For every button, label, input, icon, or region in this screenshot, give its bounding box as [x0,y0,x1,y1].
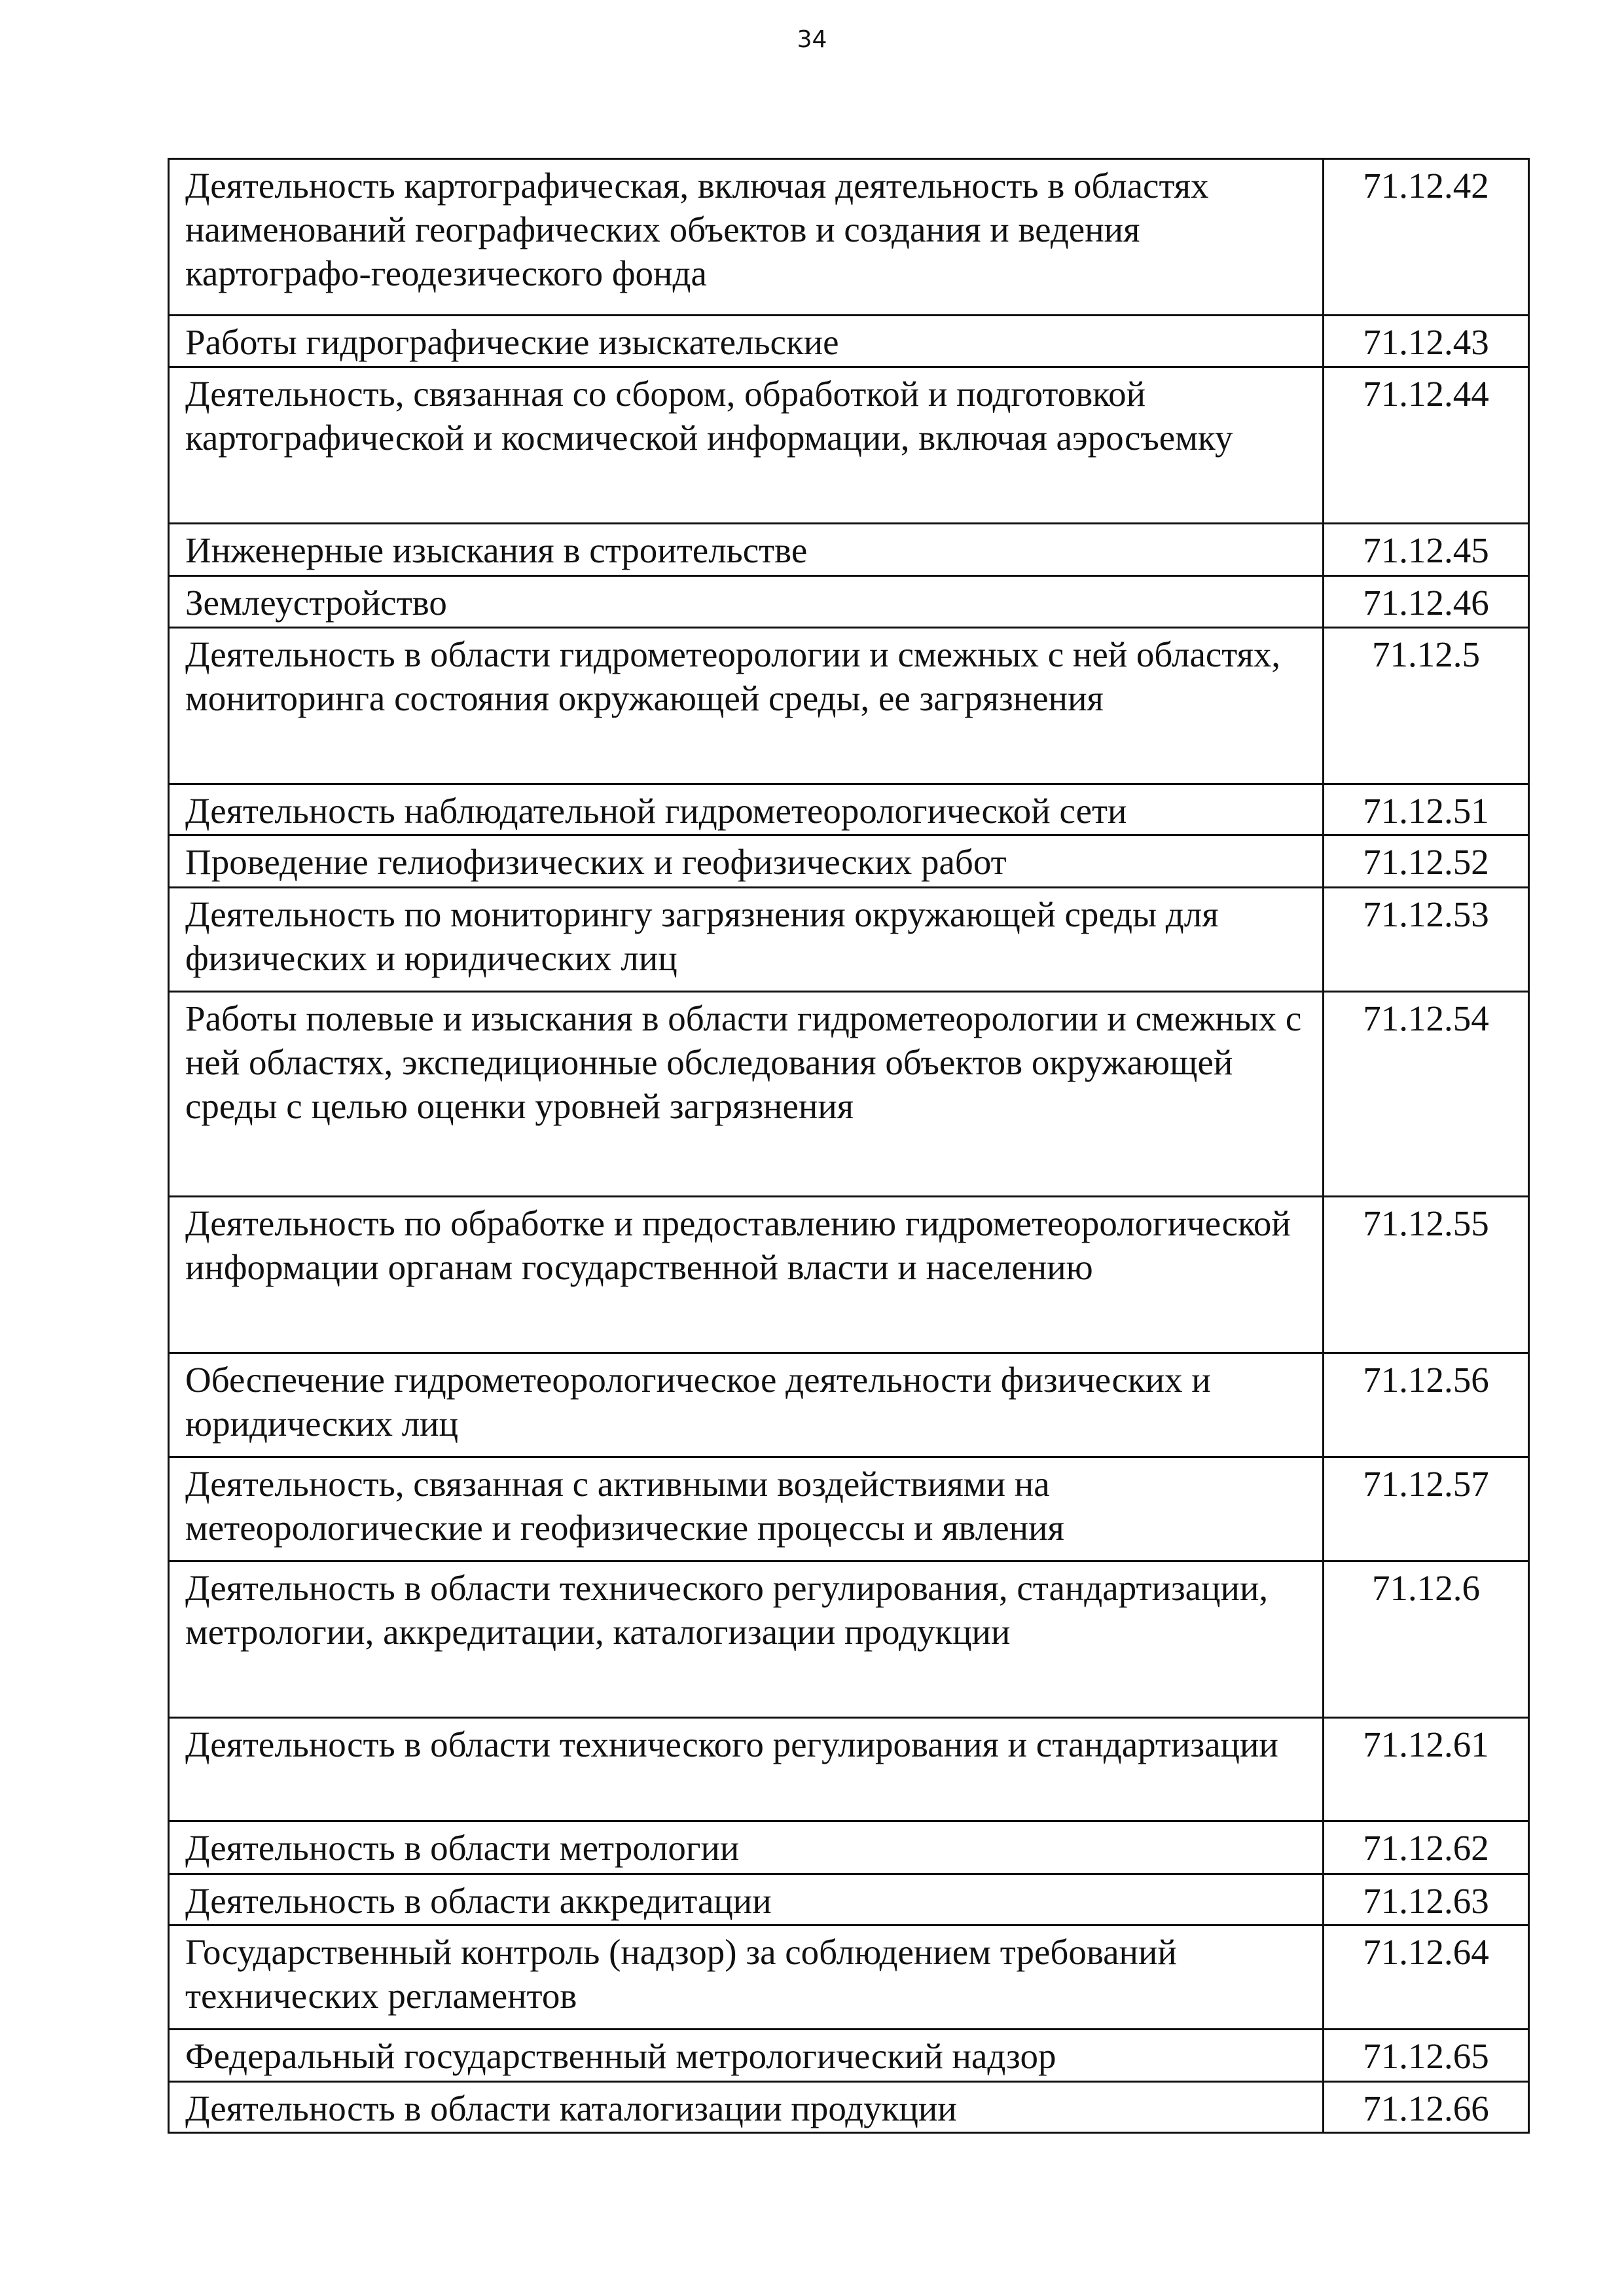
table-row [169,835,1529,888]
activity-code: 71.12.55 [1324,1197,1529,1353]
activity-code: 71.12.46 [1324,576,1529,628]
table-row [169,316,1529,367]
activity-name: Деятельность в области аккредитации [169,1874,1324,1925]
activity-code: 71.12.56 [1324,1353,1529,1457]
activity-name: Деятельность наблюдательной гидрометеорологической сети [169,784,1324,835]
activity-name: Деятельность в области технического регулирования и стандартизации [169,1718,1324,1821]
activity-name: Деятельность по мониторингу загрязнения окружающей среды для физических и юридических лиц [169,888,1324,992]
table-row [169,628,1529,784]
table-row [169,524,1529,576]
activity-code: 71.12.66 [1324,2082,1529,2133]
activity-code: 71.12.43 [1324,316,1529,367]
activity-name: Деятельность картографическая, включая деятельность в областях наименований географических объектов и создания и ведения картографо-геодезического фонда [169,159,1324,316]
activity-name: Работы гидрографические изыскательские [169,316,1324,367]
table-row [169,1197,1529,1353]
table-row [169,1874,1529,1925]
activity-name: Деятельность, связанная с активными воздействиями на метеорологические и геофизические процессы и явления [169,1457,1324,1561]
table-row [169,2030,1529,2082]
table-row [169,576,1529,628]
activity-code: 71.12.57 [1324,1457,1529,1561]
activity-code: 71.12.51 [1324,784,1529,835]
table-row [169,1718,1529,1821]
activity-code: 71.12.6 [1324,1561,1529,1718]
activity-code: 71.12.52 [1324,835,1529,888]
table-row [169,1925,1529,2030]
activity-code: 71.12.42 [1324,159,1529,316]
activity-code: 71.12.65 [1324,2030,1529,2082]
activity-code: 71.12.61 [1324,1718,1529,1821]
activity-name: Федеральный государственный метрологический надзор [169,2030,1324,2082]
table-row [169,1561,1529,1718]
activity-name: Деятельность в области гидрометеорологии и смежных с ней областях, мониторинга состояния окружающей среды, ее загрязнения [169,628,1324,784]
activity-code: 71.12.63 [1324,1874,1529,1925]
activity-code: 71.12.53 [1324,888,1529,992]
activity-name: Обеспечение гидрометеорологическое деятельности физических и юридических лиц [169,1353,1324,1457]
activity-name: Государственный контроль (надзор) за соблюдением требований технических регламентов [169,1925,1324,2030]
activity-name: Землеустройство [169,576,1324,628]
activity-name: Проведение гелиофизических и геофизических работ [169,835,1324,888]
activity-code: 71.12.54 [1324,992,1529,1197]
activity-name: Инженерные изыскания в строительстве [169,524,1324,576]
activity-code: 71.12.5 [1324,628,1529,784]
activity-code: 71.12.44 [1324,367,1529,524]
table-row [169,367,1529,524]
table-row [169,784,1529,835]
activity-codes-table [168,158,1530,2134]
table-row [169,159,1529,316]
activity-code: 71.12.45 [1324,524,1529,576]
table-row [169,1353,1529,1457]
activity-name: Деятельность, связанная со сбором, обработкой и подготовкой картографической и космической информации, включая аэросъемку [169,367,1324,524]
activity-name: Деятельность в области каталогизации продукции [169,2082,1324,2133]
activity-name: Деятельность в области технического регулирования, стандартизации, метрологии, аккредитации, каталогизации продукции [169,1561,1324,1718]
activity-name: Деятельность в области метрологии [169,1821,1324,1874]
table-row [169,888,1529,992]
table-row [169,2082,1529,2133]
activity-name: Деятельность по обработке и предоставлению гидрометеорологической информации органам государственной власти и населению [169,1197,1324,1353]
page-number: 34 [797,26,827,53]
table-row [169,992,1529,1197]
table-row [169,1821,1529,1874]
activity-code: 71.12.62 [1324,1821,1529,1874]
activity-code: 71.12.64 [1324,1925,1529,2030]
table-row [169,1457,1529,1561]
activity-name: Работы полевые и изыскания в области гидрометеорологии и смежных с ней областях, экспедиционные обследования объектов окружающей среды с целью оценки уровней загрязнения [169,992,1324,1197]
